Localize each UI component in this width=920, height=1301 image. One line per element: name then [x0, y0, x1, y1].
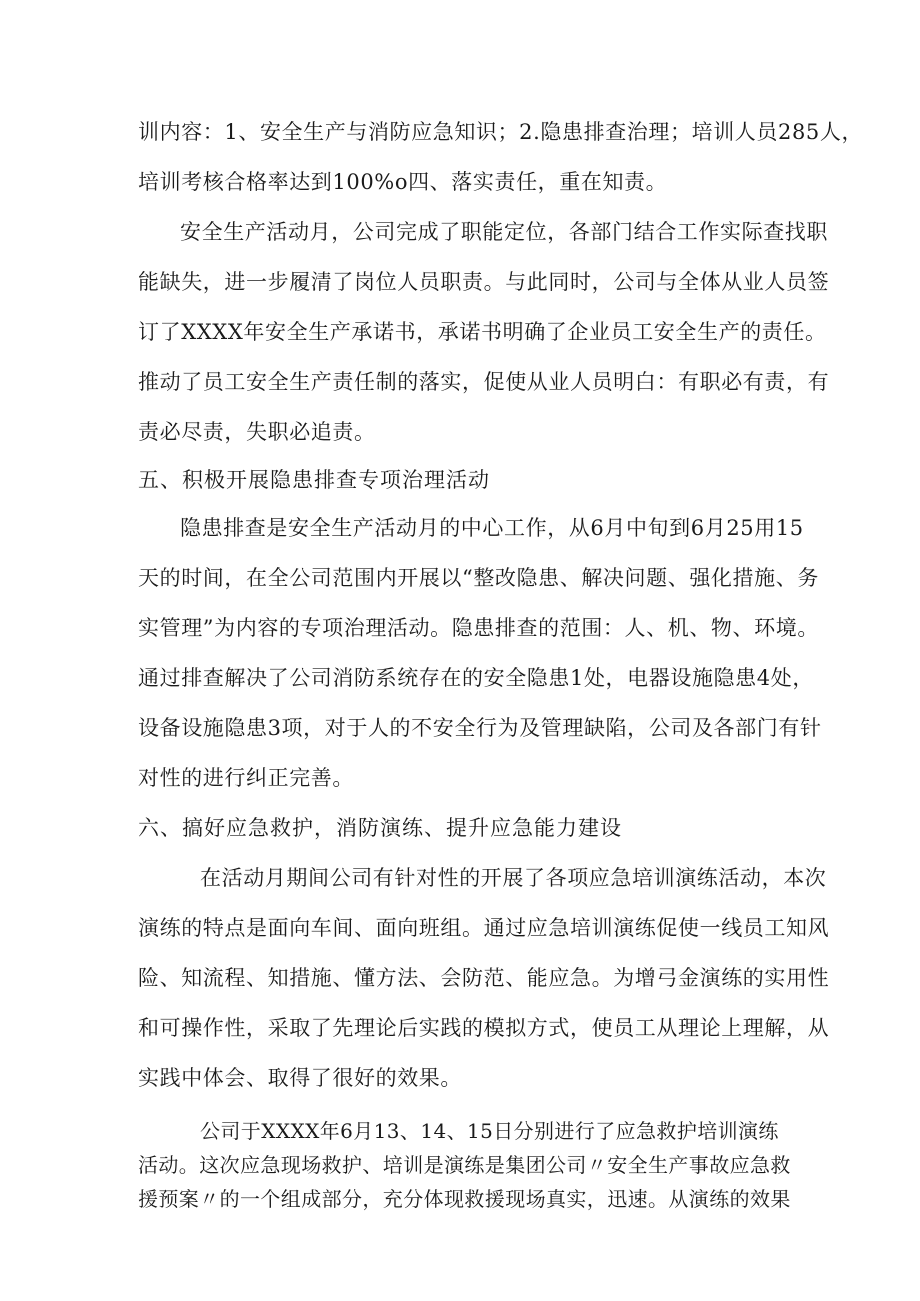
body-line: 订了XXXX年安全生产承诺书，承诺书明确了企业员工安全生产的责任。 — [138, 320, 827, 344]
body-line: 实践中体会、取得了很好的效果。 — [138, 1066, 462, 1090]
body-line: 和可操作性，采取了先理论后实践的模拟方式，使员工从理论上理解，从 — [138, 1016, 830, 1040]
body-line: 培训考核合格率达到100%o四、落实责任，重在知责。 — [138, 170, 668, 194]
body-line: 训内容：1、安全生产与消防应急知识；2.隐患排查治理；培训人员285人， — [138, 120, 864, 144]
body-line: 责必尽责，失职必追责。 — [138, 420, 376, 444]
body-line: 设备设施隐患3项，对于人的不安全行为及管理缺陷，公司及各部门有针 — [138, 716, 822, 740]
body-line: 演练的特点是面向车间、面向班组。通过应急培训演练促使一线员工知风 — [138, 916, 830, 940]
body-line: 实管理”为内容的专项治理活动。隐患排查的范围：人、机、物、环境。 — [138, 616, 819, 640]
paragraph-first-line: 隐患排查是安全生产活动月的中心工作，从6月中旬到6月25用15 — [180, 516, 804, 540]
body-line: 天的时间，在全公司范围内开展以“整改隐患、解决问题、强化措施、务 — [138, 566, 819, 590]
body-line: 险、知流程、知措施、懂方法、会防范、能应急。为增弓金演练的实用性 — [138, 966, 830, 990]
body-line: 能缺失，进一步履清了岗位人员职责。与此同时，公司与全体从业人员签 — [138, 270, 830, 294]
body-line: 通过排查解决了公司消防系统存在的安全隐患1处，电器设施隐患4处， — [138, 666, 814, 690]
body-line: 推动了员工安全生产责任制的落实，促使从业人员明白：有职必有责，有 — [138, 370, 830, 394]
body-line: 活动。这次应急现场救护、培训是演练是集团公司〃安全生产事故应急救 — [138, 1153, 791, 1177]
paragraph-first-line: 在活动月期间公司有针对性的开展了各项应急培训演练活动，本次 — [200, 866, 827, 890]
paragraph-first-line: 安全生产活动月，公司完成了职能定位，各部门结合工作实际查找职 — [180, 220, 828, 244]
body-line: 对性的进行纠正完善。 — [138, 766, 354, 790]
paragraph-first-line: 公司于XXXX年6月13、14、15日分别进行了应急救护培训演练 — [200, 1119, 779, 1143]
section-heading-6: 六、搞好应急救护，消防演练、提升应急能力建设 — [138, 816, 622, 840]
section-heading-5: 五、积极开展隐患排查专项治理活动 — [138, 468, 490, 492]
body-line: 援预案〃的一个组成部分，充分体现救援现场真实，迅速。从演练的效果 — [138, 1187, 791, 1211]
